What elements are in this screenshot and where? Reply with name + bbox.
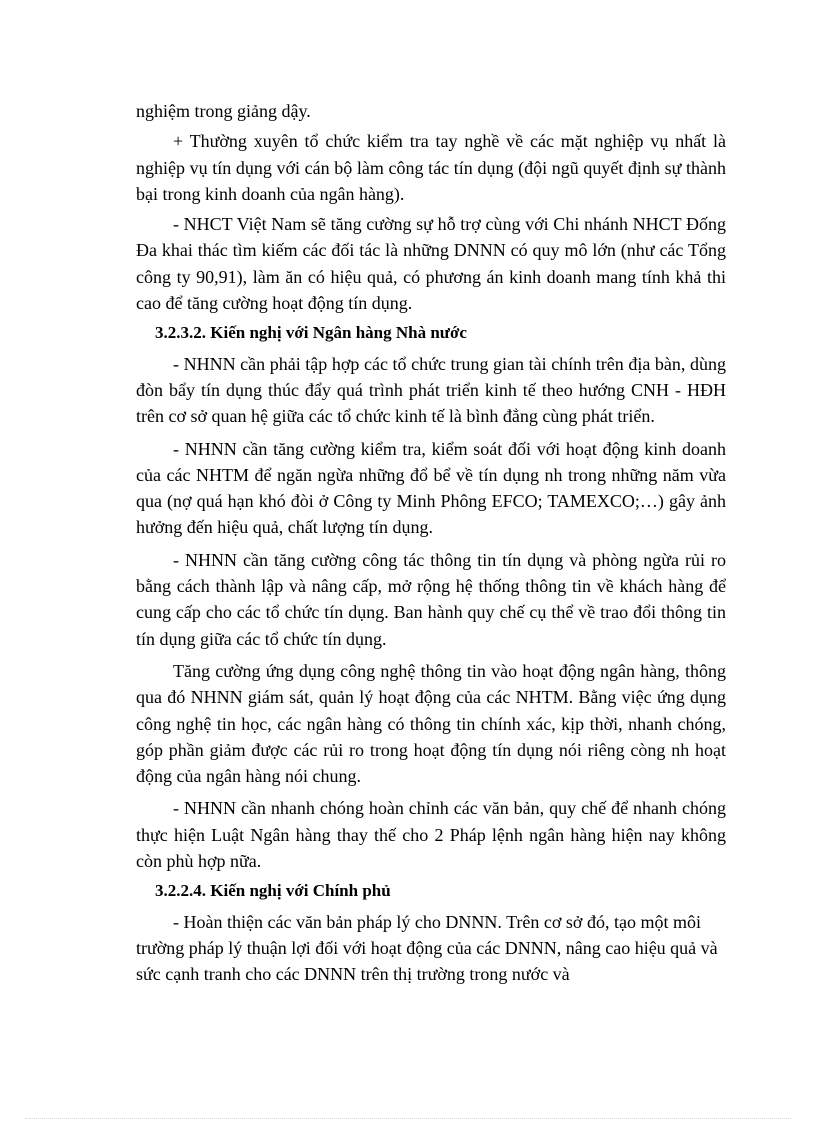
paragraph-nhnn-information: - NHNN cần tăng cường công tác thông tin tín dụng và phòng ngừa rủi ro bằng cách thành lập và nâng cấp, mở rộng hệ thống thông tin về khách hàng để cung cấp cho các tổ chức tín dụng. Ban hành quy chế cụ thể về trao đổi thông tin tín dụng giữa các tổ chức tín dụng. (136, 549, 726, 649)
paragraph-legal-framework: - Hoàn thiện các văn bản pháp lý cho DNNN. Trên cơ sở đó, tạo một môi trường pháp lý thuận lợi đối với hoạt động của các DNNN, nâng cao hiệu quả và sức cạnh tranh cho các DNNN trên thị trường trong nước và (136, 911, 718, 985)
document-body (136, 98, 726, 988)
paragraph-nhnn-regulations: - NHNN cần nhanh chóng hoàn chỉnh các văn bản, quy chế để nhanh chóng thực hiện Luật Ngân hàng thay thế cho 2 Pháp lệnh ngân hàng hiện nay không còn phù hợp nữa. (136, 798, 726, 872)
paragraph-nhct-support: - NHCT Việt Nam sẽ tăng cường sự hỗ trợ cùng với Chi nhánh NHCT Đống Đa khai thác tìm kiếm các đối tác là những DNNN có quy mô lớn (như các Tổng công ty 90,91), làm ăn có hiệu quả, có phương án kinh doanh mang tính khả thi cao để tăng cường hoạt động tín dụng. (136, 214, 726, 314)
paragraph-technology: Tăng cường ứng dụng công nghệ thông tin vào hoạt động ngân hàng, thông qua đó NHNN giám sát, quản lý hoạt động của các NHTM. Bằng việc ứng dụng công nghệ tin học, các ngân hàng có thông tin chính xác, kịp thời, nhanh chóng, góp phần giảm được các rủi ro trong hoạt động tín dụng nói riêng còng nh hoạt động của ngân hàng nói chung. (136, 660, 726, 787)
paragraph-nhnn-inspection: - NHNN cần tăng cường kiểm tra, kiểm soát đối với hoạt động kinh doanh của các NHTM để ngăn ngừa những đổ bể về tín dụng nh trong những năm vừa qua (nợ quá hạn khó đòi ở Công ty Minh Phông EFCO; TAMEXCO;…) gây ảnh hưởng đến hiệu quả, chất lượng tín dụng. (136, 438, 726, 538)
paragraph-training-check: + Thường xuyên tổ chức kiểm tra tay nghề về các mặt nghiệp vụ nhất là nghiệp vụ tín dụng với cán bộ làm công tác tín dụng (đội ngũ quyết định sự thành bại trong kinh doanh của ngân hàng). (136, 131, 726, 204)
section-heading-government: 3.2.2.4. Kiến nghị với Chính phủ (155, 881, 391, 901)
page-bottom-divider (25, 1118, 791, 1119)
paragraph-nhnn-gather: - NHNN cần phải tập hợp các tổ chức trung gian tài chính trên địa bàn, dùng đòn bẩy tín dụng thúc đẩy quá trình phát triển kinh tế theo hướng CNH - HĐH trên cơ sở quan hệ giữa các tổ chức kinh tế là bình đẳng cùng phát triển. (136, 353, 726, 427)
section-heading-state-bank: 3.2.3.2. Kiến nghị với Ngân hàng Nhà nước (155, 323, 467, 343)
paragraph-continuation: nghiệm trong giảng dậy. (136, 101, 311, 121)
